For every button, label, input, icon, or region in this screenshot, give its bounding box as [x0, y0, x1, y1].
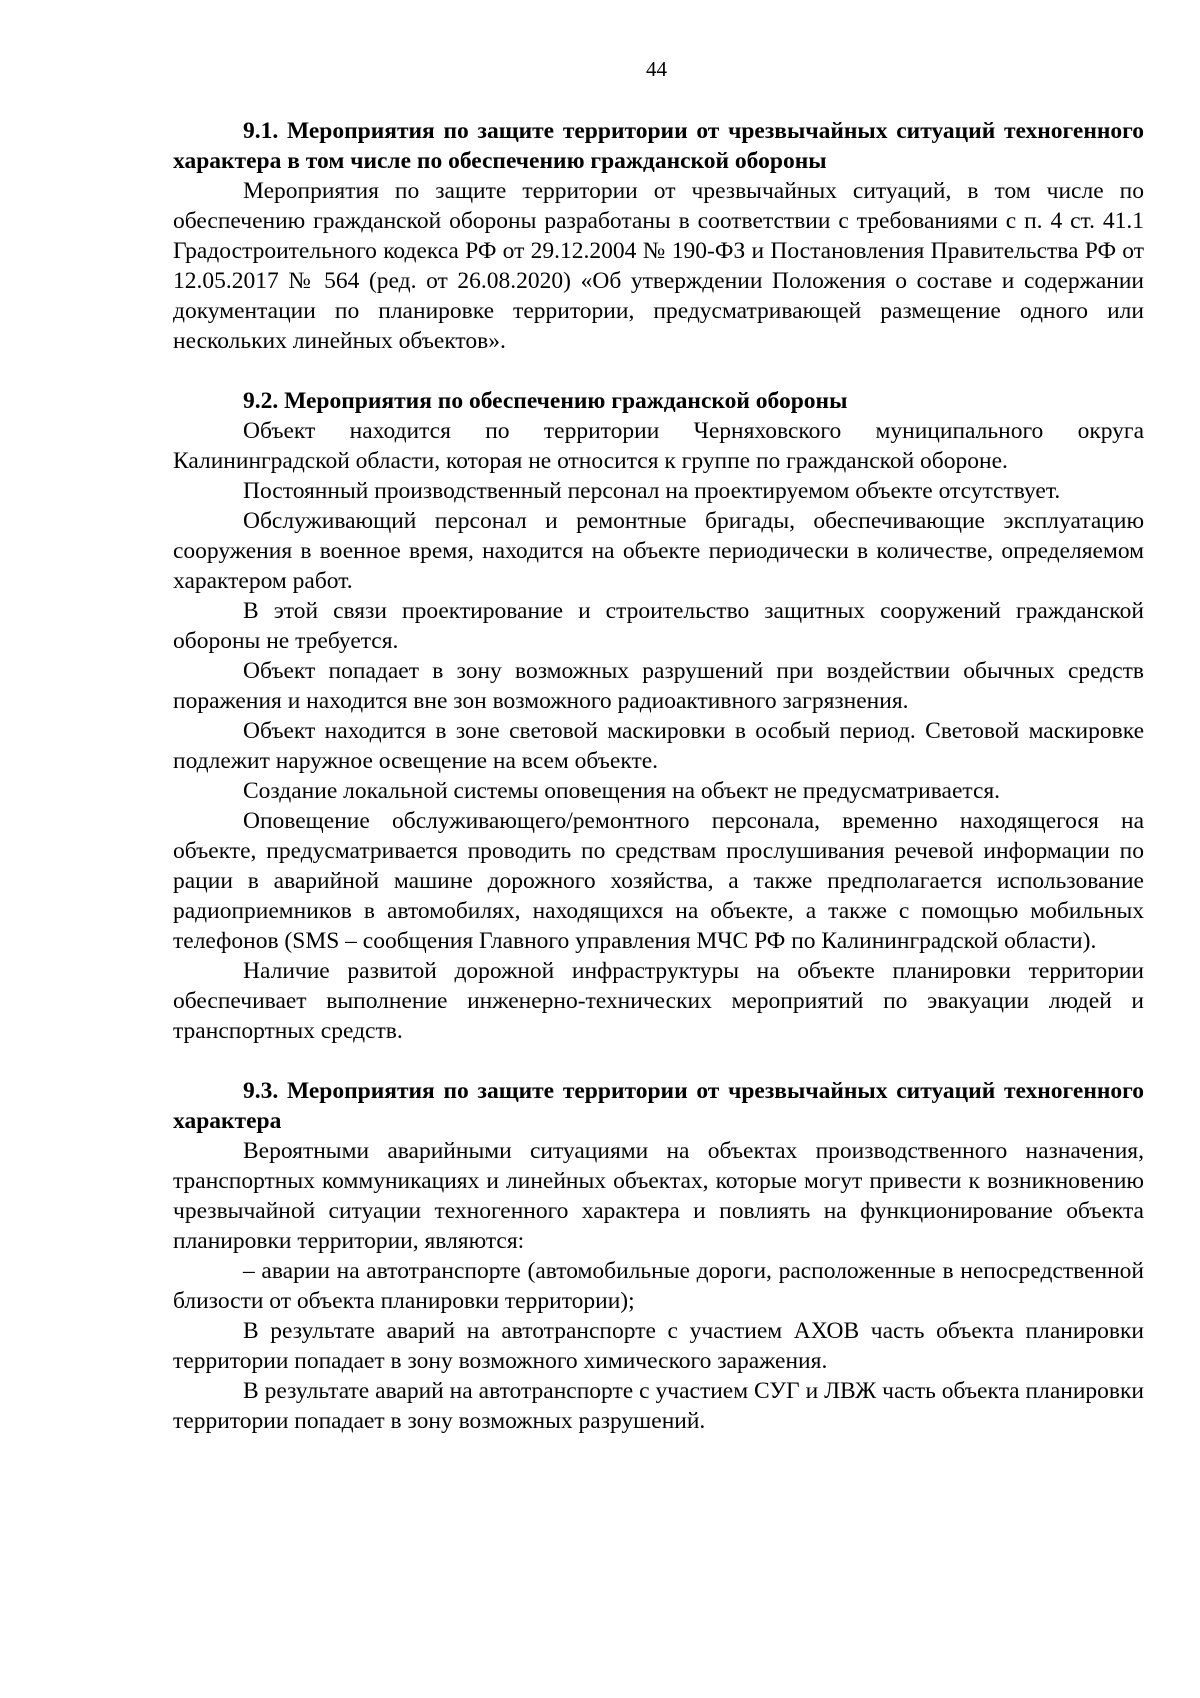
paragraph: Мероприятия по защите территории от чрезвычайных ситуаций, в том числе по обеспечению гражданской обороны разработаны в соответствии с требованиями с п. 4 ст. 41.1 Градостроительного кодекса РФ от 29.12.2004 № 190-ФЗ и Постановления Правительства РФ от 12.05.2017 № 564 (ред. от 26.08.2020) «Об утверждении Положения о составе и содержании документации по планировке территории, предусматривающей размещение одного или нескольких линейных объектов». — [173, 178, 1144, 354]
paragraph: Создание локальной системы оповещения на объект не предусматривается. — [243, 778, 1001, 804]
section-9-3 — [173, 1076, 1144, 1436]
paragraph: – аварии на автотранспорте (автомобильные дороги, расположенные в непосредственной близости от объекта планировки территории); — [173, 1258, 1144, 1314]
paragraph: Объект находится в зоне световой маскировки в особый период. Световой маскировке подлежит наружное освещение на всем объекте. — [173, 718, 1144, 774]
document-body — [173, 116, 1144, 1436]
page-number: 44 — [646, 57, 667, 81]
section-heading: 9.1. Мероприятия по защите территории от чрезвычайных ситуаций техногенного характера в том числе по обеспечению гражданской обороны — [173, 118, 1144, 174]
paragraph: Постоянный производственный персонал на проектируемом объекте отсутствует. — [243, 478, 1061, 504]
section-gap — [173, 356, 1144, 386]
section-9-1 — [173, 116, 1144, 356]
paragraph: Обслуживающий персонал и ремонтные бригады, обеспечивающие эксплуатацию сооружения в военное время, находится на объекте периодически в количестве, определяемом характером работ. — [173, 508, 1144, 594]
paragraph: В результате аварий на автотранспорте с участием АХОВ часть объекта планировки территории попадает в зону возможного химического заражения. — [173, 1318, 1144, 1374]
section-heading: 9.2. Мероприятия по обеспечению гражданской обороны — [243, 388, 848, 414]
section-gap — [173, 1046, 1144, 1076]
section-heading: 9.3. Мероприятия по защите территории от чрезвычайных ситуаций техногенного характера — [173, 1078, 1144, 1134]
paragraph: Оповещение обслуживающего/ремонтного персонала, временно находящегося на объекте, предусматривается проводить по средствам прослушивания речевой информации по рации в аварийной машине дорожного хозяйства, а также предполагается использование радиоприемников в автомобилях, находящихся на объекте, а также с помощью мобильных телефонов (SMS – сообщения Главного управления МЧС РФ по Калининградской области). — [173, 808, 1144, 954]
paragraph: Объект находится по территории Черняховского муниципального округа Калининградской области, которая не относится к группе по гражданской обороне. — [173, 418, 1144, 474]
paragraph: Наличие развитой дорожной инфраструктуры на объекте планировки территории обеспечивает выполнение инженерно-технических мероприятий по эвакуации людей и транспортных средств. — [173, 958, 1144, 1044]
paragraph: В этой связи проектирование и строительство защитных сооружений гражданской обороны не требуется. — [173, 598, 1144, 654]
section-9-2 — [173, 386, 1144, 1046]
paragraph: Объект попадает в зону возможных разрушений при воздействии обычных средств поражения и находится вне зон возможного радиоактивного загрязнения. — [173, 658, 1144, 714]
paragraph: В результате аварий на автотранспорте с участием СУГ и ЛВЖ часть объекта планировки территории попадает в зону возможных разрушений. — [173, 1378, 1144, 1434]
paragraph: Вероятными аварийными ситуациями на объектах производственного назначения, транспортных коммуникациях и линейных объектах, которые могут привести к возникновению чрезвычайной ситуации техногенного характера и повлиять на функционирование объекта планировки территории, являются: — [173, 1138, 1144, 1254]
